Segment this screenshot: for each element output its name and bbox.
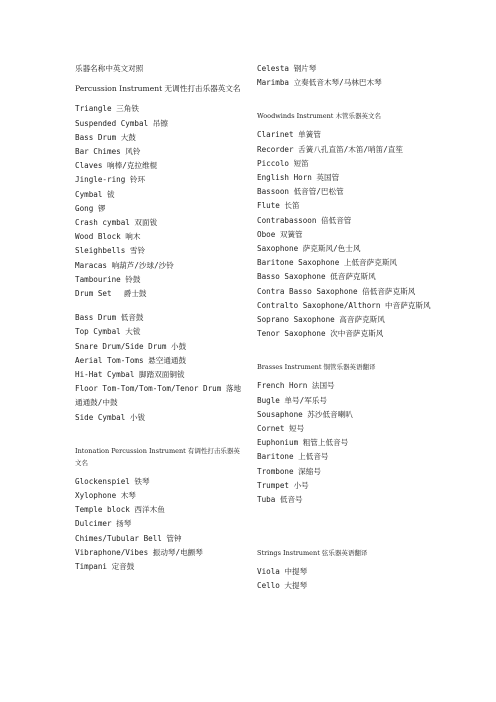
list-item: Bar Chimes 风铃 (75, 147, 141, 157)
list-item: Sousaphone 苏沙低音喇叭 (257, 409, 353, 419)
list-item: Crash cymbal 双面钹 (75, 218, 158, 228)
list-item: Tenor Saxophone 次中音萨克斯风 (257, 329, 384, 339)
list-item: Triangle 三角铁 (75, 104, 139, 114)
list-item: Contra Basso Saxophone 倍低音萨克斯风 (257, 286, 416, 296)
list-item: Marimba 立奏低音木琴/马林巴木琴 (257, 78, 382, 88)
list-item: Timpani 定音鼓 (75, 562, 135, 572)
list-item: Saxophone 萨克斯风/色士风 (257, 244, 361, 254)
brasses-header: Brasses Instrument 铜管乐器英语翻译 (257, 363, 376, 372)
list-item: Chimes/Tubular Bell 管钟 (75, 533, 182, 543)
list-item: Jingle-ring 铃环 (75, 175, 146, 185)
list-item: Xylophone 木琴 (75, 491, 136, 501)
list-item: Claves 响棒/克拉维棍 (75, 161, 158, 171)
strings-header: Strings Instrument 弦乐器英语翻译 (257, 549, 368, 558)
percussion-header: Percussion Instrument 无调性打击乐器英文名 (75, 84, 241, 94)
list-item: Gong 锣 (75, 203, 106, 213)
list-item: Baritone Saxophone 上低音萨克斯风 (257, 258, 398, 268)
list-item: Glockenspiel 铁琴 (75, 476, 150, 486)
list-item: Wood Block 响木 (75, 232, 141, 242)
list-item: Basso Saxophone 低音萨克斯风 (257, 272, 376, 282)
list-item: Contrabassoon 倍低音管 (257, 215, 352, 225)
list-item: Maracas 响葫芦/沙球/沙铃 (75, 260, 174, 270)
list-item: Bugle 单号/军乐号 (257, 395, 327, 405)
list-item: Side Cymbal 小钹 (75, 412, 146, 422)
list-item: French Horn 法国号 (257, 381, 335, 391)
list-item: Cornet 短号 (257, 424, 305, 434)
list-item: Sleighbells 雪铃 (75, 246, 146, 256)
list-item: Clarinet 单簧管 (257, 130, 321, 140)
list-item: Suspended Cymbal 吊镲 (75, 118, 168, 128)
list-item: Tuba 低音号 (257, 495, 303, 505)
list-item: Contralto Saxophone/Althorn 中音萨克斯风 (257, 300, 431, 310)
left-column (75, 62, 245, 574)
list-item: Trumpet 小号 (257, 480, 309, 490)
list-item: Hi-Hat Cymbal 脚踏双面铜钹 (75, 370, 185, 380)
list-item: Bass Drum 大鼓 (75, 132, 136, 142)
right-column (257, 62, 437, 594)
list-item: Soprano Saxophone 高音萨克斯风 (257, 315, 385, 325)
list-item: Tambourine 铃鼓 (75, 274, 141, 284)
list-item: Snare Drum/Side Drum 小鼓 (75, 341, 187, 351)
woodwinds-header: Woodwinds Instrument 木管乐器英文名 (257, 112, 381, 121)
list-item: Celesta 钢片琴 (257, 64, 317, 73)
list-item: Euphonium 粗管上低音号 (257, 438, 349, 448)
list-item: Top Cymbal 大钹 (75, 327, 141, 337)
list-item: Trombone 深缩号 (257, 466, 321, 476)
list-item: Floor Tom-Tom/Tom-Tom/Tenor Drum 落地通通鼓/中鼓 (75, 384, 242, 408)
list-item: Bassoon 低音管/巴松管 (257, 187, 344, 197)
list-item: Flute 长笛 (257, 201, 300, 211)
list-item: Oboe 双簧管 (257, 229, 303, 239)
list-item: Cello 大提琴 (257, 581, 308, 591)
list-item: Bass Drum 低音鼓 (75, 313, 144, 323)
list-item: Aerial Tom-Toms 悬空通通鼓 (75, 355, 187, 365)
document-title: 乐器名称中英文对照 (75, 64, 144, 73)
intonation-header: Intonation Percussion Instrument 有调性打击乐器英文名 (75, 446, 240, 467)
list-item: Drum Set 爵士鼓 (75, 289, 147, 299)
list-item: English Horn 英国管 (257, 173, 340, 183)
list-item: Cymbal 钹 (75, 189, 115, 199)
list-item: Temple block 西洋木鱼 (75, 505, 165, 515)
list-item: Baritone 上低音号 (257, 452, 329, 462)
list-item: Recorder 舌簧八孔直笛/木笛/哨笛/直笙 (257, 144, 403, 154)
list-item: Viola 中提琴 (257, 567, 308, 577)
list-item: Piccolo 短笛 (257, 158, 309, 168)
list-item: Vibraphone/Vibes 振动琴/电颤琴 (75, 547, 203, 557)
list-item: Dulcimer 扬琴 (75, 519, 132, 529)
